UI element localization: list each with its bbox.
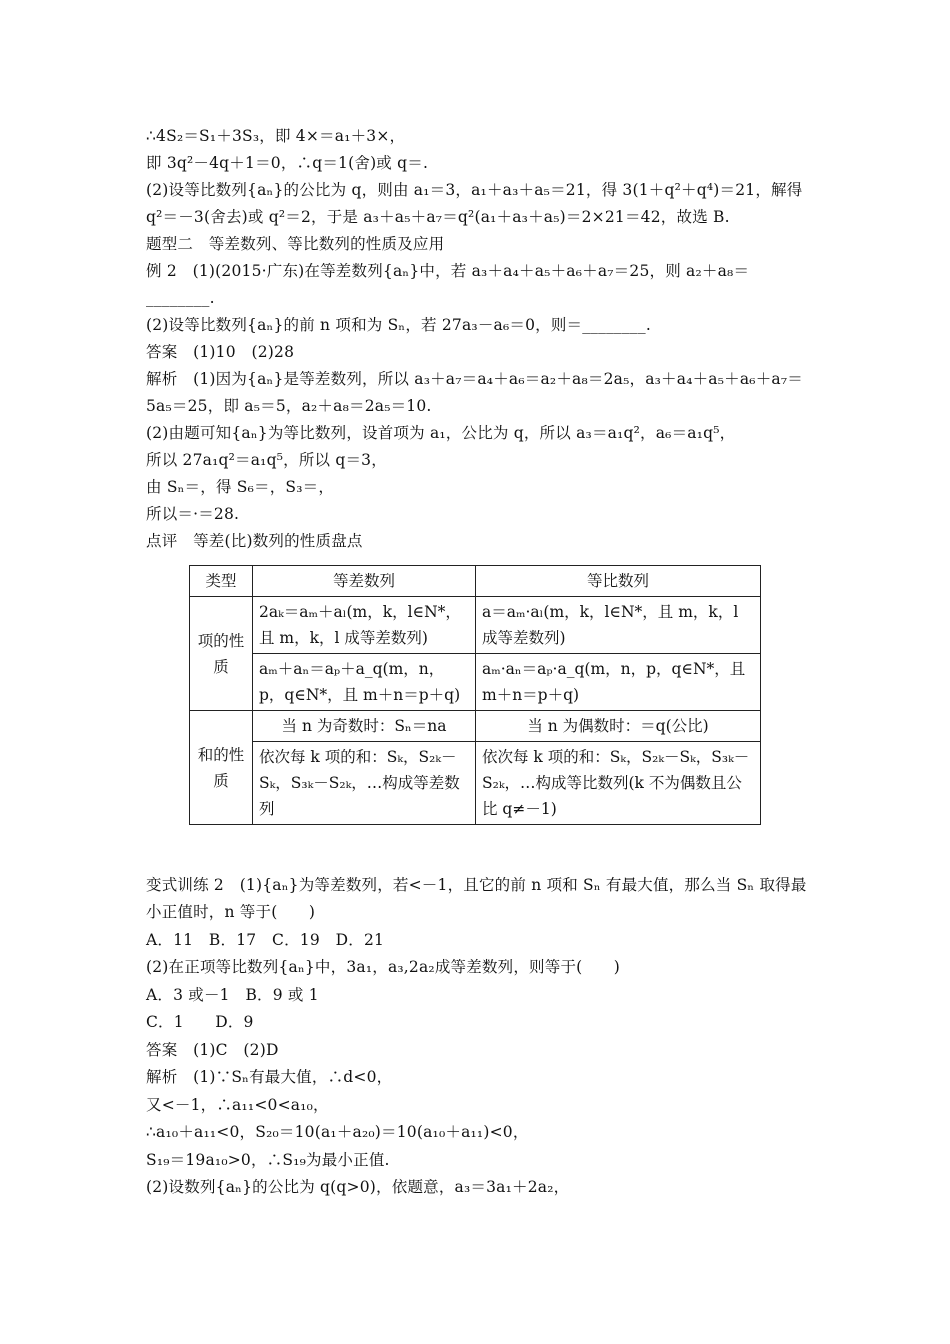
header-arithmetic: 等差数列 <box>253 566 476 597</box>
text-line: 即 3q²－4q＋1＝0，∴q＝1(舍)或 q＝. <box>146 154 429 172</box>
table-cell: aₘ＋aₙ＝aₚ＋a_q(m，n，p，q∈N*，且 m＋n＝p＋q) <box>253 654 476 711</box>
text-line: S₁₉＝19a₁₀>0，∴S₁₉为最小正值. <box>146 1151 390 1169</box>
text-line: q²＝－3(舍去)或 q²＝2，于是 a₃＋a₅＋a₇＝q²(a₁＋a₃＋a₅)＝2×21＝42，故选 B. <box>146 208 730 226</box>
table-cell: a＝aₘ·aₗ(m，k，l∈N*，且 m，k，l 成等差数列) <box>476 597 761 654</box>
table-cell: 2aₖ＝aₘ＋aₗ(m，k，l∈N*，且 m，k，l 成等差数列) <box>253 597 476 654</box>
text-line: 又<－1，∴a₁₁<0<a₁₀， <box>146 1096 329 1114</box>
text-line: 所以 27a₁q²＝a₁q⁵，所以 q＝3， <box>146 451 387 469</box>
exercise-title: 变式训练 2 (1){aₙ}为等差数列，若<－1，且它的前 n 项和 Sₙ 有最大值，那么当 Sₙ 取得最 <box>146 876 807 894</box>
table-cell: 依次每 k 项的和：Sₖ，S₂ₖ－Sₖ，S₃ₖ－S₂ₖ，…构成等比数列(k 不为偶数且公比 q≠－1) <box>476 742 761 825</box>
header-type: 类型 <box>190 566 253 597</box>
table-row <box>190 654 761 711</box>
text-line: 小正值时，n 等于( ) <box>146 903 316 921</box>
text-line: ________. <box>146 289 215 307</box>
table-row <box>190 711 761 742</box>
table-cell: aₘ·aₙ＝aₚ·a_q(m，n，p，q∈N*，且 m＋n＝p＋q) <box>476 654 761 711</box>
table-cell: 当 n 为偶数时：＝q(公比) <box>476 711 761 742</box>
table-cell: 依次每 k 项的和：Sₖ，S₂ₖ－Sₖ，S₃ₖ－S₂ₖ，…构成等差数列 <box>253 742 476 825</box>
text-line: (2)由题可知{aₙ}为等比数列，设首项为 a₁，公比为 q，所以 a₃＝a₁q²，a₆＝a₁q⁵， <box>146 424 736 442</box>
text-line: (2)在正项等比数列{aₙ}中，3a₁，a₃,2a₂成等差数列，则等于( ) <box>146 958 621 976</box>
row-head-terms: 项的性质 <box>190 597 253 711</box>
table-header-row <box>190 566 761 597</box>
comment-heading: 点评 等差(比)数列的性质盘点 <box>146 532 363 550</box>
text-line: ∴a₁₀＋a₁₁<0，S₂₀＝10(a₁＋a₂₀)＝10(a₁₀＋a₁₁)<0， <box>146 1123 529 1141</box>
solution-line: 解析 (1)∵Sₙ有最大值，∴d<0， <box>146 1068 393 1086</box>
table-cell: 当 n 为奇数时：Sₙ＝na <box>253 711 476 742</box>
text-line: 所以＝·＝28. <box>146 505 240 523</box>
choices-line: A．11 B．17 C．19 D．21 <box>146 931 385 949</box>
text-line: 5a₅＝25，即 a₅＝5，a₂＋a₈＝2a₅＝10. <box>146 397 432 415</box>
text-line: (2)设等比数列{aₙ}的前 n 项和为 Sₙ，若 27a₃－a₆＝0，则＝________. <box>146 316 651 334</box>
text-line: ∴4S₂＝S₁＋3S₃，即 4×＝a₁＋3×， <box>146 127 406 145</box>
row-head-sums: 和的性质 <box>190 711 253 825</box>
text-line: 由 Sₙ＝，得 S₆＝，S₃＝， <box>146 478 335 496</box>
properties-table <box>189 565 761 825</box>
choices-line: A．3 或－1 B．9 或 1 <box>146 986 319 1004</box>
solution-line: 解析 (1)因为{aₙ}是等差数列，所以 a₃＋a₇＝a₄＋a₆＝a₂＋a₈＝2a₅，a₃＋a₄＋a₅＋a₆＋a₇＝ <box>146 370 803 388</box>
section-heading: 题型二 等差数列、等比数列的性质及应用 <box>146 235 445 253</box>
text-line: (2)设数列{aₙ}的公比为 q(q>0)，依题意，a₃＝3a₁＋2a₂， <box>146 1178 570 1196</box>
choices-line: C．1 D．9 <box>146 1013 254 1031</box>
example-title: 例 2 (1)(2015·广东)在等差数列{aₙ}中，若 a₃＋a₄＋a₅＋a₆＋a₇＝25，则 a₂＋a₈＝ <box>146 262 750 280</box>
header-geometric: 等比数列 <box>476 566 761 597</box>
table-row <box>190 597 761 654</box>
table-row <box>190 742 761 825</box>
answer-line: 答案 (1)10 (2)28 <box>146 343 295 361</box>
text-line: (2)设等比数列{aₙ}的公比为 q，则由 a₁＝3，a₁＋a₃＋a₅＝21，得 3(1＋q²＋q⁴)＝21，解得 <box>146 181 803 199</box>
answer-line: 答案 (1)C (2)D <box>146 1041 279 1059</box>
